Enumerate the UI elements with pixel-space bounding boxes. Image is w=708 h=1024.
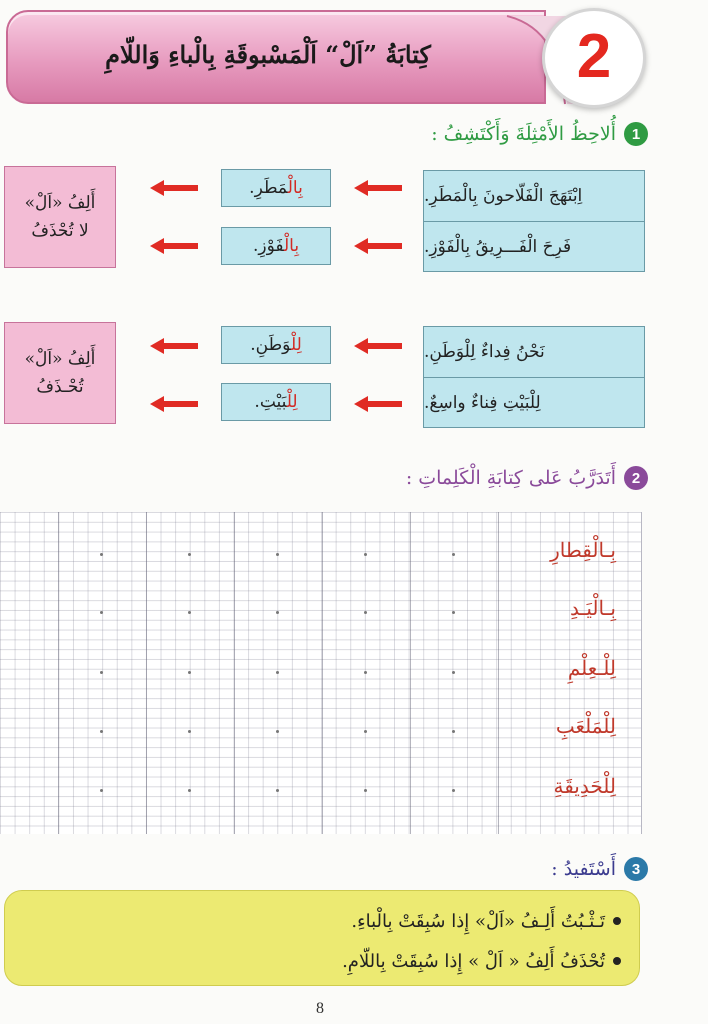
sentences-box-lam	[423, 326, 645, 428]
practice-word: بِـالْيَـدِ	[569, 596, 616, 620]
word-rest: مَطَرِ.	[249, 178, 288, 198]
guide-dot	[364, 671, 367, 674]
conclusion-rule	[5, 941, 621, 981]
guide-dot	[100, 553, 103, 556]
section-3-title: أَسْتَفيدُ :	[551, 858, 616, 880]
left-arrow-icon	[148, 336, 200, 356]
rule-box-ba	[4, 166, 116, 268]
practice-word: لِلْمَلْعَبِ	[555, 714, 616, 738]
grid-column-line	[498, 512, 499, 834]
example-word-box	[221, 227, 331, 265]
word-prefix: لِلْ	[286, 392, 298, 412]
conclusion-box	[4, 890, 640, 986]
word-prefix: بِالْ	[287, 178, 303, 198]
grid-column-line	[58, 512, 59, 834]
practice-word: بِـالْقِطارِ	[550, 538, 616, 562]
lesson-title: كِتابَةُ ”اَلْ“ اَلْمَسْبوقَةِ بِالْباءِ وَاللّامِ	[105, 40, 431, 69]
guide-dot	[452, 730, 455, 733]
word-prefix: لِلْ	[290, 335, 302, 355]
guide-dot	[276, 553, 279, 556]
conclusion-rule	[5, 901, 621, 941]
guide-dot	[452, 611, 455, 614]
guide-dot	[188, 789, 191, 792]
section-2-heading	[406, 466, 648, 490]
guide-dot	[100, 789, 103, 792]
rule-box-lam	[4, 322, 116, 424]
left-arrow-icon	[352, 336, 404, 356]
guide-dot	[364, 730, 367, 733]
guide-dot	[188, 553, 191, 556]
section-1-heading	[431, 122, 648, 146]
sentence: اِبْتَهَجَ الْفَلّاحونَ بِالْمَطَرِ.	[424, 186, 583, 206]
guide-dot	[188, 671, 191, 674]
grid-column-line	[322, 512, 323, 834]
grid-column-line	[234, 512, 235, 834]
guide-dot	[276, 789, 279, 792]
lesson-number: 2	[576, 22, 612, 91]
conclusion-text: تَـثْـبُتُ أَلِـفُ «اَلْ» إِذا سُبِقَتْ بِالْباءِ.	[351, 910, 605, 932]
sentence: نَحْنُ فِداءٌ لِلْوَطَنِ.	[424, 342, 545, 362]
bullet-icon	[613, 917, 621, 925]
guide-dot	[276, 730, 279, 733]
guide-dot	[452, 671, 455, 674]
guide-dot	[100, 671, 103, 674]
left-arrow-icon	[352, 236, 404, 256]
section-2-number: 2	[624, 466, 648, 490]
left-arrow-icon	[352, 178, 404, 198]
word-rest: وَطَنِ.	[250, 335, 291, 355]
word-prefix: بِالْ	[283, 236, 300, 256]
guide-dot	[452, 789, 455, 792]
guide-dot	[188, 611, 191, 614]
handwriting-grid[interactable]	[0, 512, 642, 834]
guide-dot	[364, 553, 367, 556]
page-number: 8	[316, 1000, 324, 1017]
guide-dot	[364, 789, 367, 792]
example-word-box	[221, 169, 331, 207]
left-arrow-icon	[352, 394, 404, 414]
example-word-box	[221, 383, 331, 421]
sentence: فَرِحَ الْفَـــرِيقُ بِالْفَوْزِ.	[424, 221, 644, 271]
section-1-title: أُلاحِظُ الأَمْثِلَةَ وَأَكْتَشِفُ :	[431, 123, 616, 145]
sentences-box-ba	[423, 170, 645, 272]
guide-dot	[276, 671, 279, 674]
guide-dot	[452, 553, 455, 556]
lesson-number-badge	[542, 8, 646, 108]
word-rest: بَيْتِ.	[254, 392, 287, 412]
left-arrow-icon	[148, 394, 200, 414]
guide-dot	[188, 730, 191, 733]
word-rest: فَوْزِ.	[252, 236, 284, 256]
grid-column-line	[410, 512, 411, 834]
section-3-number: 3	[624, 857, 648, 881]
sentence: لِلْبَيْتِ فِناءٌ واسِعٌ.	[424, 377, 644, 427]
rule-line: تُحْـذَفُ	[36, 377, 84, 397]
guide-dot	[276, 611, 279, 614]
rule-line: أَلِفُ «اَلْ»	[24, 193, 96, 213]
lesson-title-banner	[6, 10, 546, 104]
guide-dot	[364, 611, 367, 614]
guide-dot	[100, 730, 103, 733]
guide-dot	[100, 611, 103, 614]
left-arrow-icon	[148, 236, 200, 256]
rule-line: أَلِفُ «اَلْ»	[24, 349, 96, 369]
example-word-box	[221, 326, 331, 364]
grid-column-line	[146, 512, 147, 834]
section-3-heading	[551, 857, 648, 881]
section-1-number: 1	[624, 122, 648, 146]
conclusion-text: تُحْذَفُ أَلِفُ « اَلْ » إِذا سُبِقَتْ بِاللّامِ.	[342, 950, 605, 972]
practice-word: لِلْـعِلْمِ	[567, 656, 616, 680]
left-arrow-icon	[148, 178, 200, 198]
rule-line: لا تُحْذَفُ	[31, 221, 89, 241]
bullet-icon	[613, 957, 621, 965]
section-2-title: أَتَدَرَّبُ عَلى كِتابَةِ الْكَلِماتِ :	[405, 467, 616, 489]
practice-word: لِلْحَدِيقَةِ	[553, 774, 616, 798]
